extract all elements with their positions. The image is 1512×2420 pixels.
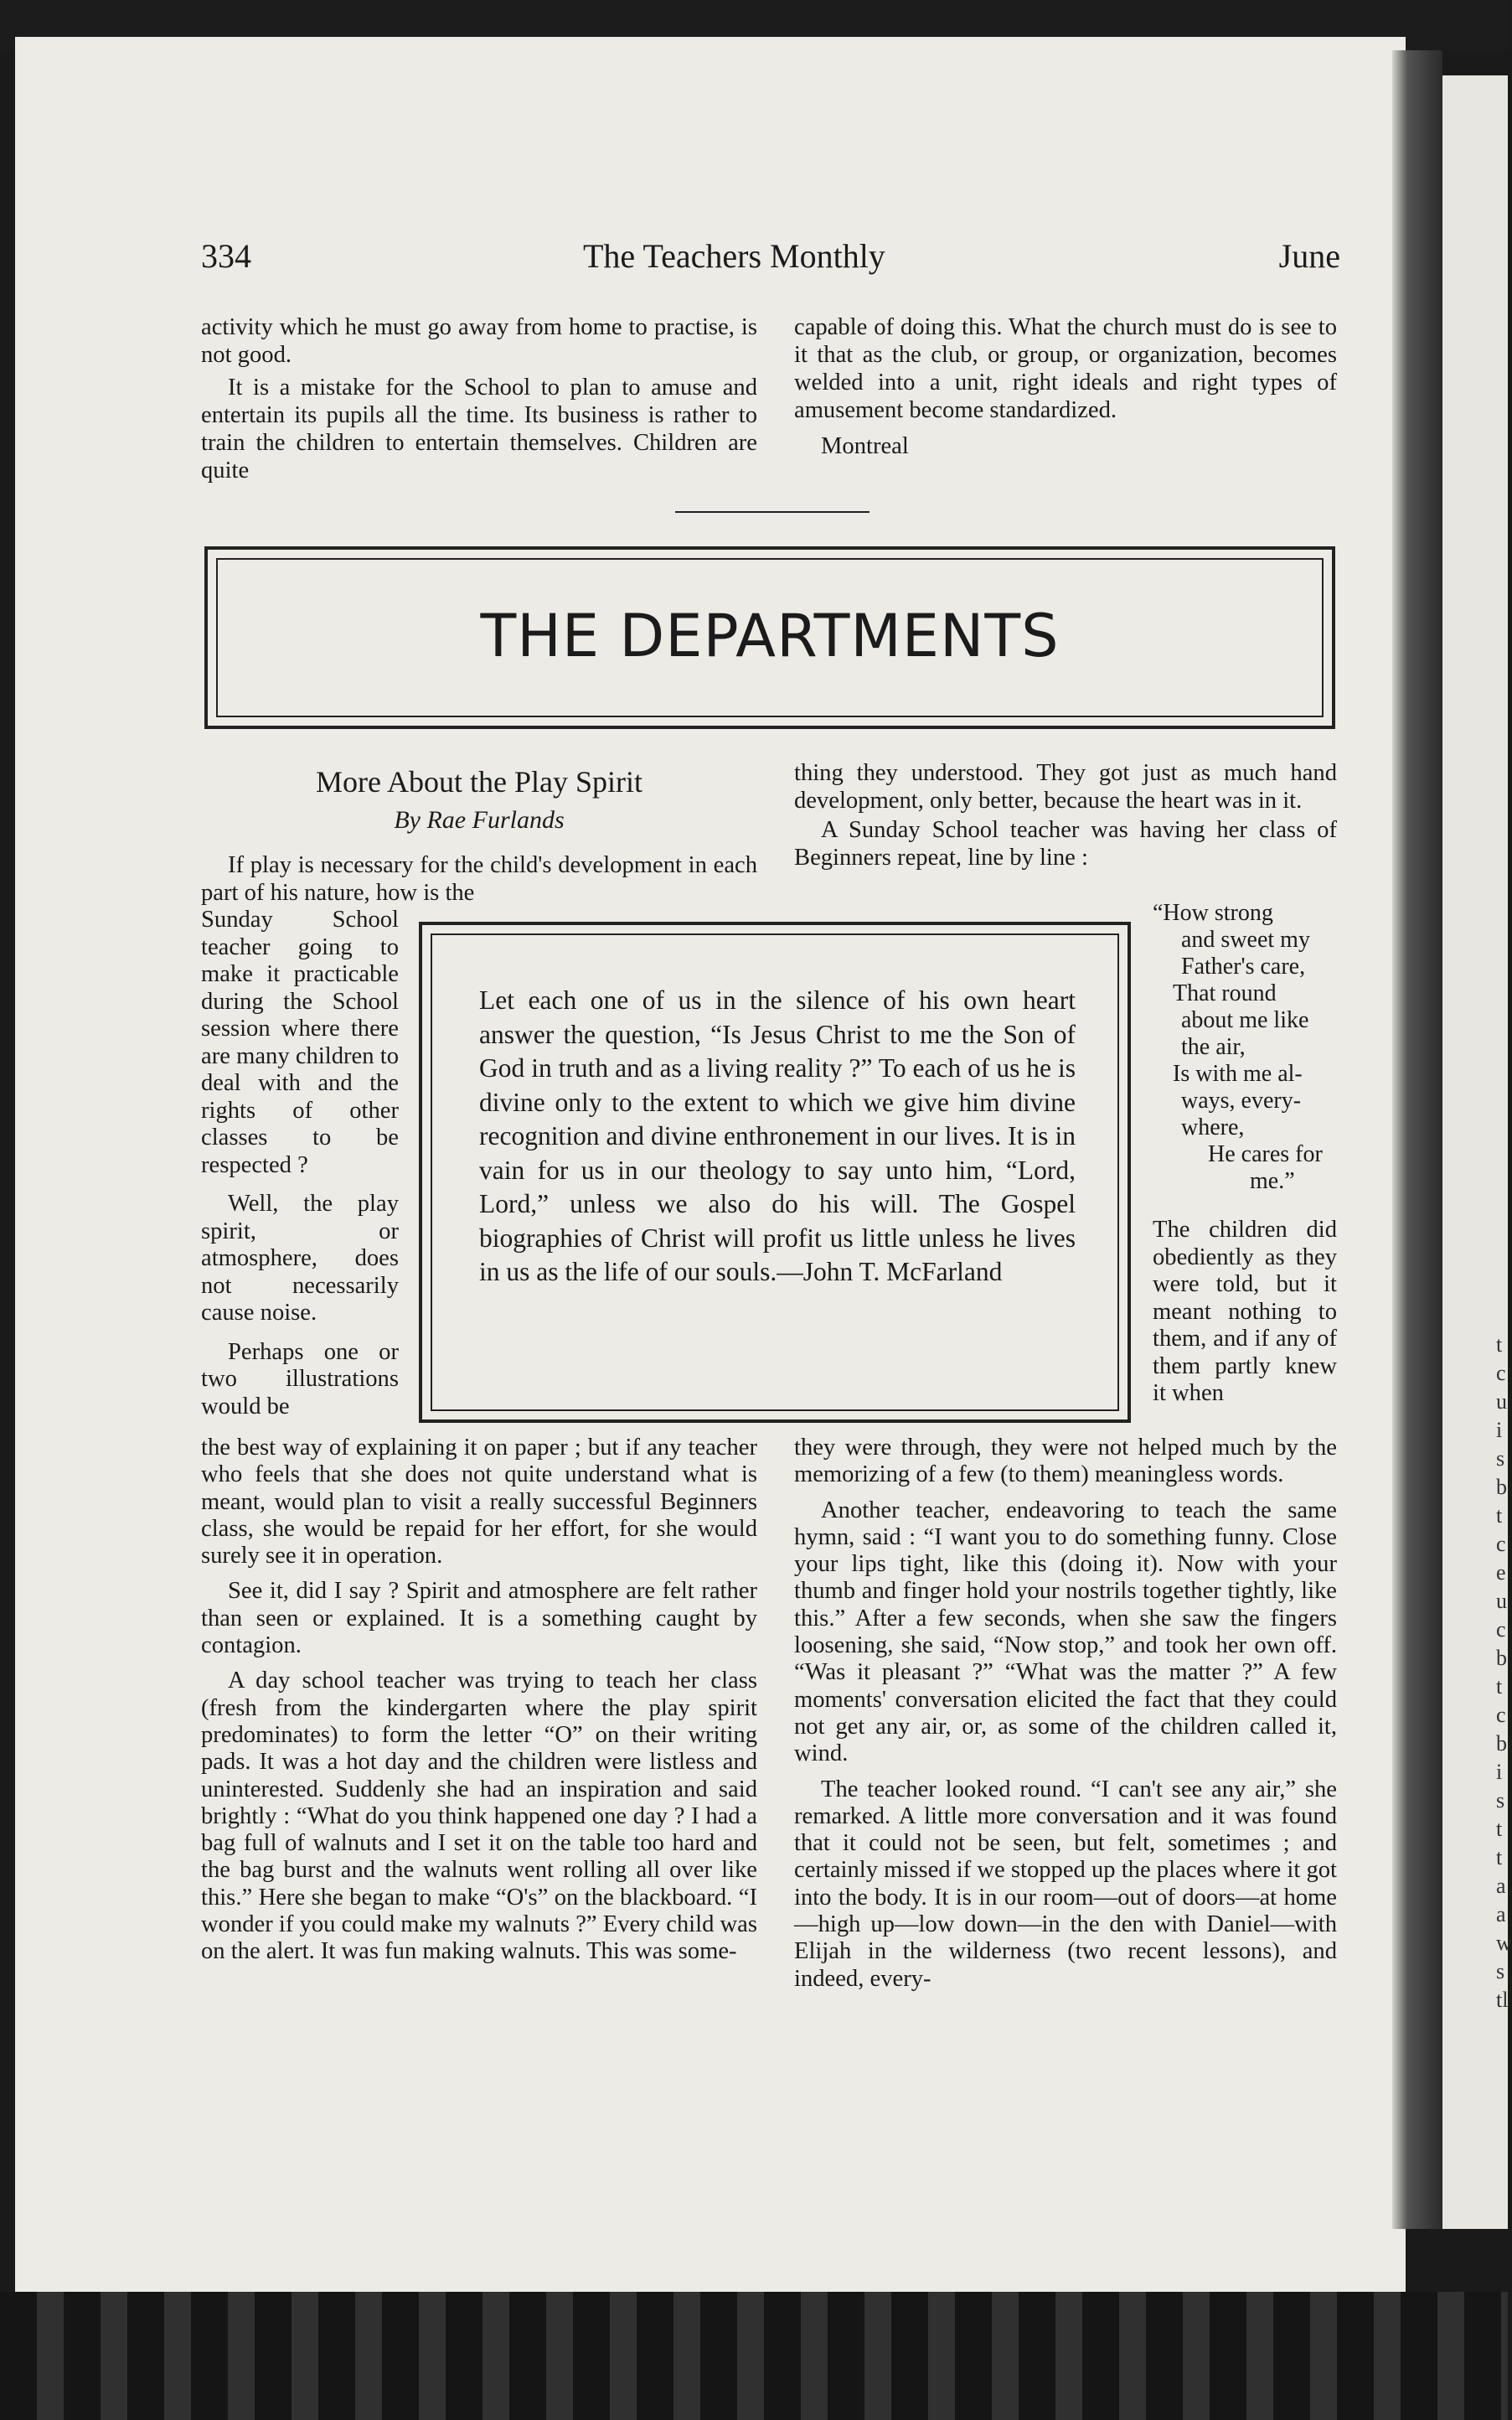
dateline: Montreal — [821, 433, 909, 459]
paragraph: See it, did I say ? Spirit and atmosphere are felt rather than seen or explained. It is a something caught by contagion. — [201, 1578, 757, 1659]
issue-month: June — [1278, 237, 1340, 275]
edge-fragment: tl — [1496, 1988, 1509, 2012]
edge-fragment: c — [1496, 1532, 1506, 1556]
verse-line: where, — [1181, 1114, 1245, 1140]
paragraph: the best way of explaining it on paper ; but if any teacher who feels that she does not quite understand what is meant, would plan to visit a really successful Beginners class, she would be repaid for her effort, for she would surely see it in operation. — [201, 1435, 757, 1569]
left-column-continued — [201, 1435, 757, 1966]
edge-fragment: t — [1496, 1503, 1503, 1528]
edge-fragment: c — [1496, 1703, 1506, 1727]
right-column-continued — [794, 1435, 1337, 1993]
paragraph: Well, the play spirit, or atmosphere, does not necessarily cause noise. — [201, 1191, 399, 1326]
paragraph: A Sunday School teacher was having her class of Beginners repeat, line by line : — [794, 817, 1337, 871]
verse-line: Father's care, — [1181, 954, 1306, 980]
edge-fragment: b — [1496, 1731, 1507, 1756]
verse-line: That round — [1173, 980, 1277, 1006]
edge-fragment: a — [1496, 1874, 1506, 1898]
edge-fragment: b — [1496, 1475, 1507, 1499]
verse-line: the air, — [1181, 1034, 1246, 1060]
article-byline: By Rae Furlands — [394, 806, 565, 834]
page-number: 334 — [201, 237, 251, 275]
edge-fragment: u — [1496, 1389, 1507, 1414]
left-narrow-column — [201, 907, 399, 1420]
top-left-column — [201, 313, 757, 484]
edge-fragment: u — [1496, 1589, 1507, 1613]
section-banner — [204, 546, 1335, 729]
paragraph: Sunday School teacher going to make it practicable during the School session where there are many children to deal with and the rights of other classes to be respected ? — [201, 907, 399, 1178]
book-spine — [1392, 50, 1442, 2229]
right-column-top — [794, 759, 1337, 871]
edge-fragment: s — [1496, 1446, 1505, 1471]
top-right-column — [794, 313, 1337, 460]
paragraph: Perhaps one or two illustrations would be — [201, 1338, 399, 1419]
paragraph: The teacher looked round. “I can't see any air,” she remarked. A little more conversation and it was found that it could not be seen, but felt, sometimes ; and certainly missed if we stopped up the places where it got into the body. It is in our room—out of doors—at home—high up—low down—in the den with Daniel—with Elijah in the wilderness (two recent lessons), and indeed, every- — [794, 1776, 1337, 1992]
paragraph: thing they understood. They got just as much hand development, only better, because the heart was in it. — [794, 760, 1337, 814]
edge-fragment: b — [1496, 1646, 1507, 1670]
edge-fragment: w — [1496, 1931, 1512, 1955]
hymn-verse — [1153, 900, 1337, 1195]
paragraph: A day school teacher was trying to teach her class (fresh from the kindergarten where the play spirit predominates) to form the letter “O” on their writing pads. It was a hot day and the children were listless and uninterested. Suddenly she had an inspiration and said brightly : “What do you think happened one day ? I had a bag full of walnuts and I set it on the table too hard and the bag burst and the walnuts went rolling all over like this.” Here she began to make “O's” on the blackboard. “I wonder if you could make my walnuts ?” Every child was on the alert. It was fun making walnuts. This was some- — [201, 1668, 757, 1965]
pull-quote-text: Let each one of us in the silence of his own heart answer the question, “Is Jesus Christ to me the Son of God in truth and as a living reality ?” To each of us he is divine only to the extent to which we give him divine recognition and divine enthronement in our lives. It is in vain for us in our theology to say unto him, “Lord, Lord,” unless we also do his will. The Gospel biographies of Christ will profit us little unless he lives in us as the life of our souls.—John T. McFarland — [479, 985, 1076, 1286]
edge-fragment: s — [1496, 1959, 1505, 1983]
paragraph: Another teacher, endeavoring to teach the same hymn, said : “I want you to do something funny. Close your lips tight, like this (doing it). Now with your thumb and finger hold your nostrils together tightly, like this.” After a few seconds, when she saw the fingers loosening, she said, “Now stop,” and took her own off. “Was it pleasant ?” “What was the matter ?” A few moments' conversation elicited the fact that they could not get any air, or, as some of the children called it, wind. — [794, 1497, 1337, 1767]
edge-fragment: e — [1496, 1560, 1506, 1585]
running-header — [201, 236, 1340, 278]
section-title: THE DEPARTMENTS — [480, 602, 1060, 670]
edge-fragment: i — [1496, 1760, 1503, 1784]
pull-quote-box — [419, 922, 1131, 1423]
edge-fragment: c — [1496, 1361, 1506, 1385]
verse-line: “How strong — [1153, 900, 1273, 926]
paragraph: The children did obediently as they were told, but it meant nothing to them, and if any of them partly knew it when — [1153, 1217, 1337, 1406]
journal-title: The Teachers Monthly — [583, 237, 885, 275]
verse-line: and sweet my — [1181, 927, 1310, 953]
scan-border-bottom — [0, 2292, 1508, 2420]
paragraph: capable of doing this. What the church must do is see to it that as the club, or group, or organization, becomes welded into a unit, right ideals and right types of amusement become standardized. — [794, 314, 1337, 423]
verse-line: He cares for — [1208, 1141, 1323, 1167]
right-narrow-column — [1153, 1217, 1337, 1408]
paragraph: It is a mistake for the School to plan to amuse and entertain its pupils all the time. Its business is rather to train the children to entertain themselves. Children are quite — [201, 375, 757, 483]
paragraph: If play is necessary for the child's development in each part of his nature, how is the — [201, 852, 757, 906]
verse-line: Is with me al- — [1173, 1061, 1303, 1087]
edge-fragment: i — [1496, 1418, 1503, 1442]
verse-line: ways, every- — [1181, 1088, 1302, 1114]
verse-line: about me like — [1181, 1007, 1309, 1033]
edge-fragment: a — [1496, 1902, 1506, 1926]
next-page-edge — [1442, 75, 1512, 2229]
edge-fragment: t — [1496, 1332, 1503, 1357]
paragraph: they were through, they were not helped much by the memorizing of a few (to them) meaningless words. — [794, 1435, 1337, 1488]
article-title: More About the Play Spirit — [316, 765, 642, 799]
edge-fragment: t — [1496, 1845, 1503, 1869]
paragraph: activity which he must go away from home to practise, is not good. — [201, 314, 757, 368]
article-lead — [201, 851, 757, 907]
edge-fragment: t — [1496, 1817, 1503, 1841]
edge-fragment: s — [1496, 1788, 1505, 1812]
edge-fragment: c — [1496, 1617, 1506, 1642]
edge-fragment: t — [1496, 1674, 1503, 1699]
divider-rule — [675, 511, 870, 513]
verse-line: me.” — [1250, 1168, 1295, 1194]
